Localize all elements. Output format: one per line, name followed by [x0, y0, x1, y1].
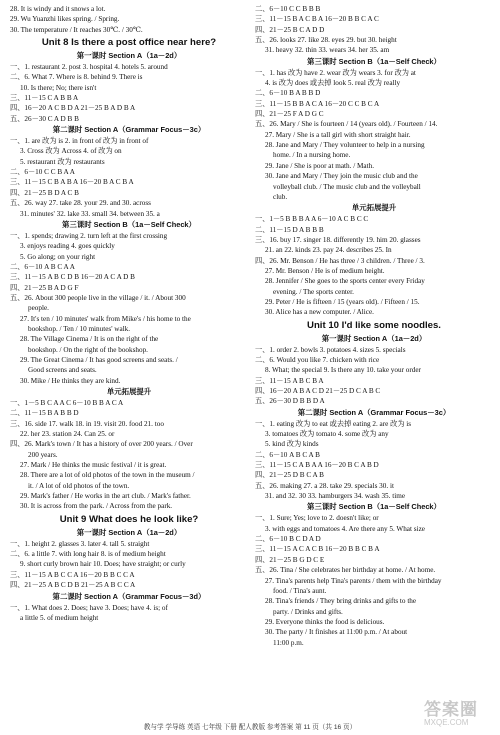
answer-line: 五、26. looks 27. like 28. eyes 29. but 30. height: [255, 36, 397, 45]
answer-line: 27. Mary / She is a tall girl with short straight hair.: [265, 130, 411, 139]
answer-line: 二、11－15 B A B B D: [10, 409, 79, 418]
answer-line: people.: [28, 304, 49, 313]
answer-line: 29. Jane / She is poor at math. / Math.: [265, 161, 374, 170]
answer-line: evening. / The sports center.: [273, 287, 354, 296]
answer-line: 五、26－30 C A D B B: [10, 114, 79, 123]
section-heading: 第二课时 Section A（Grammar Focus－3c）: [52, 125, 206, 135]
answer-line: 一、1. restaurant 2. post 3. hospital 4. hotels 5. around: [10, 63, 168, 72]
answer-line: 5. restaurant 改为 restaurants: [20, 157, 105, 166]
answer-line: 28. Jane and Mary / They volunteer to help in a nursing: [265, 141, 425, 150]
section-heading: 单元拓展提升: [106, 387, 152, 396]
page-footer: 教与学 学导练 英语 七年级 下册 配人教版 参考答案 第 11 页（共 16 页）: [143, 724, 357, 731]
answer-line: home. / In a nursing home.: [273, 151, 351, 160]
answer-line: 一、1. What does 2. Does; have 3. Does; have 4. is; of: [10, 603, 168, 612]
answer-line: 三、11－15 C A B B A: [10, 94, 79, 103]
answer-line: 三、11－15 B A C B A 16－20 B B C A C: [255, 15, 379, 24]
answer-line: 五、26－30 D B B D A: [255, 397, 325, 406]
answer-line: 28. There are a lot of old photos of the town in the museum /: [20, 471, 195, 480]
answer-line: 二、6－10 C C B B B: [255, 5, 321, 13]
answer-line: 二、6－10 A B C A A: [10, 262, 75, 271]
answer-line: 五、26. making 27. a 28. take 29. specials 30. it: [255, 481, 394, 490]
answer-line: party. / Drinks and gifts.: [273, 607, 343, 616]
answer-line: 3. tomatoes 改为 tomato 4. some 改为 any: [265, 430, 389, 439]
answer-line: a little 5. of medium height: [20, 613, 99, 622]
answer-line: 30. The temperature / It reaches 30℃. / 30℃.: [10, 25, 143, 34]
answer-line: 8. What; the special 9. Is there any 10. take your order: [265, 366, 421, 375]
answer-line: 四、26. Mark's town / It has a history of over 200 years. / Over: [10, 440, 193, 449]
unit-heading: Unit 9 What does he look like?: [59, 513, 199, 525]
answer-line: 四、16－20 A C B D A 21－25 B A D B A: [10, 104, 136, 113]
answer-line: 四、21－25 B A D G F: [10, 283, 79, 292]
answer-line: 30. Jane and Mary / They join the music club and the: [265, 172, 418, 181]
answer-line: 四、21－25 A B C D B 21－25 A B C C A: [10, 581, 136, 590]
answer-line: 一、1. has 改为 have 2. wear 改为 wears 3. for 改为 at: [255, 68, 416, 77]
answer-line: 27. Tina's parents help Tina's parents / them with the birthday: [265, 576, 442, 585]
answer-line: 二、6. a little 7. with long hair 8. is of medium height: [10, 550, 166, 559]
answer-line: 五、26. About 300 people live in the village / it. / About 300: [10, 293, 186, 302]
answer-line: 三、16. side 17. walk 18. in 19. visit 20. food 21. too: [10, 419, 164, 428]
answer-line: 31. heavy 32. thin 33. wears 34. her 35. am: [265, 46, 390, 55]
answer-line: 一、1. eating 改为 to eat 或去掉 eating 2. are 改为 is: [255, 419, 412, 428]
watermark-logo: [424, 695, 494, 729]
answer-line: 29. Peter / He is fifteen / 15 (years old). / Fifteen / 15.: [265, 297, 420, 306]
answer-line: 二、11－15 D A B B B: [255, 225, 324, 234]
answer-line: 二、6－10 B A B B D: [255, 89, 321, 98]
answer-line: 31. and 32. 30 33. hamburgers 34. wash 35. time: [265, 492, 406, 501]
right-column: [255, 4, 493, 648]
answer-line: 27. Mark / He thinks the music festival / it is great.: [20, 461, 167, 470]
answer-line: 三、11－15 C B A B A 16－20 B A C B A: [10, 178, 134, 187]
section-heading: 第一课时 Section A（1a－2d）: [76, 51, 182, 61]
answer-line: 3. enjoys reading 4. goes quickly: [20, 242, 115, 251]
answer-line: bookshop. / Ten / 10 minutes' walk.: [28, 324, 131, 333]
answer-line: 10. Is there; No; there isn't: [20, 83, 97, 92]
answer-line: volleyball club. / The music club and the volleyball: [273, 182, 421, 191]
answer-line: 三、16. buy 17. singer 18. differently 19. him 20. glasses: [255, 235, 421, 244]
answer-line: 五、26. Tina / She celebrates her birthday at home. / At home.: [255, 566, 436, 575]
answer-line: 三、11－15 A B C C A 16－20 B B C C A: [10, 570, 135, 579]
section-heading: 第一课时 Section A（1a－2d）: [321, 333, 427, 343]
answer-line: 28. Tina's friends / They bring drinks and gifts to the: [265, 597, 417, 606]
answer-line: 30. Alice has a new computer. / Alice.: [265, 308, 374, 317]
answer-line: 四、21－25 B C A D D: [255, 25, 325, 34]
answer-line: 11:00 p.m.: [273, 638, 304, 647]
answer-line: 5. kind 改为 kinds: [265, 440, 319, 449]
answer-line: 29. The Great Cinema / It has good screens and seats. /: [20, 355, 178, 364]
answer-line: 四、21－25 B D A C B: [10, 188, 79, 197]
answer-line: 三、11－15 A B C B A: [255, 376, 324, 385]
answer-line: 30. The party / It finishes at 11:00 p.m. / At about: [265, 628, 408, 637]
answer-line: 27. Mr. Benson / He is of medium height.: [265, 266, 385, 275]
watermark-url: MXQE.COM: [424, 718, 469, 727]
answer-line: 二、6. What 7. Where is 8. behind 9. There is: [10, 73, 143, 82]
section-heading: 第三课时 Section B（1a－Self Check）: [62, 219, 196, 229]
answer-line: 3. with eggs and tomatoes 4. Are there any 5. What size: [265, 524, 425, 533]
answer-line: 一、1. are 改为 is 2. in front of 改为 in front of: [10, 137, 149, 146]
answer-line: 30. Mike / He thinks they are kind.: [20, 376, 121, 385]
answer-line: 一、1. Sure; Yes; love to 2. doesn't like; or: [255, 514, 379, 523]
section-heading: 第三课时 Section B（1a－Self Check）: [307, 502, 441, 512]
section-heading: 第二课时 Section A（Grammar Focus－3d）: [52, 591, 206, 601]
left-column: [10, 4, 248, 623]
answer-line: 一、1－5 B B B A A 6－10 A C B C C: [255, 215, 369, 224]
answer-line: 一、1－5 B C A A C 6－10 B B A C A: [10, 399, 124, 407]
watermark-text: 答案圈: [424, 700, 478, 719]
answer-line: bookshop. / On the right of the bookshop.: [28, 345, 148, 354]
answer-line: 一、1. spends; drawing 2. turn left at the first crossing: [10, 231, 168, 240]
answer-line: Good screens and seats.: [28, 366, 97, 375]
answer-line: 28. It is windy and it snows a lot.: [10, 5, 106, 13]
answer-line: 三、11－15 C A B A A 16－20 B C A B D: [255, 461, 379, 470]
section-heading: 第三课时 Section B（1a－Self Check）: [307, 56, 441, 66]
answer-line: 21. an 22. kinds 23. pay 24. describes 25. In: [265, 246, 392, 255]
answer-line: 28. The Village Cinema / It is on the right of the: [20, 335, 159, 344]
answer-line: 29. Mark's father / He works in the art club. / Mark's father.: [20, 492, 191, 501]
answer-line: 四、21－25 D B C A B: [255, 471, 324, 480]
answer-line: 四、21－25 F A D G C: [255, 110, 324, 119]
answer-line: 27. It's ten / 10 minutes' walk from Mike's / his home to the: [20, 314, 191, 323]
answer-line: 3. Cross 改为 Across 4. of 改为 on: [20, 147, 122, 156]
answer-line: 5. Go along; on your right: [20, 252, 96, 261]
answer-line: 四、26. Mr. Benson / He has three / 3 children. / Three / 3.: [255, 256, 425, 265]
answer-line: 一、1. order 2. bowls 3. potatoes 4. sizes 5. specials: [255, 345, 406, 354]
answer-line: club.: [273, 192, 288, 201]
answer-line: 22. her 23. station 24. Can 25. or: [20, 430, 115, 439]
answer-line: food. / Tina's aunt.: [273, 586, 327, 595]
answer-line: 29. Everyone thinks the food is delicious.: [265, 617, 385, 626]
answer-line: 三、11－15 A C A C B 16－20 B B C B A: [255, 545, 380, 554]
unit-heading: Unit 10 I'd like some noodles.: [307, 319, 441, 331]
section-heading: 单元拓展提升: [351, 203, 397, 213]
answer-line: 29. Wu Yuanzhi likes spring. / Spring.: [10, 15, 120, 24]
answer-line: 二、6. Would you like 7. chicken with rice: [255, 355, 380, 364]
answer-line: 9. short curly brown hair 10. Does; have straight; or curly: [20, 560, 186, 569]
answer-line: 4. is 改为 does 或去掉 look 5. real 改为 really: [265, 79, 401, 88]
answer-line: 30. It is across from the park. / Across from the park.: [20, 502, 173, 511]
answer-line: it. / A lot of old photos of the town.: [28, 481, 130, 490]
answer-line: 三、11－15 B B A C A 16－20 C C B C A: [255, 99, 380, 108]
answer-line: 五、26. way 27. take 28. your 29. and 30. across: [10, 199, 151, 208]
answer-line: 五、26. Mary / She is fourteen / 14 (years old). / Fourteen / 14.: [255, 120, 438, 129]
answer-line: 31. minutes' 32. lake 33. small 34. between 35. a: [20, 209, 160, 218]
answer-line: 三、11－15 A B C D B 16－20 A C A D B: [10, 273, 135, 282]
answer-line: 二、6－10 C C B A A: [10, 168, 75, 177]
answer-line: 四、16－20 A B A C D 21－25 D C A B C: [255, 387, 381, 395]
unit-heading: Unit 8 Is there a post office near here?: [41, 37, 217, 49]
answer-line: 四、21－25 B G D C E: [255, 555, 325, 564]
answer-line: 200 years.: [28, 450, 58, 459]
section-heading: 第一课时 Section A（1a－2d）: [76, 527, 182, 537]
section-heading: 第二课时 Section A（Grammar Focus－3c）: [297, 407, 451, 417]
answer-line: 二、6－10 A B C A B: [255, 450, 320, 459]
answer-line: 28. Jennifer / She goes to the sports center every Friday: [265, 277, 425, 286]
answer-line: 一、1. height 2. glasses 3. later 4. tall 5. straight: [10, 539, 150, 548]
answer-line: 二、6－10 B C D A D: [255, 535, 321, 544]
